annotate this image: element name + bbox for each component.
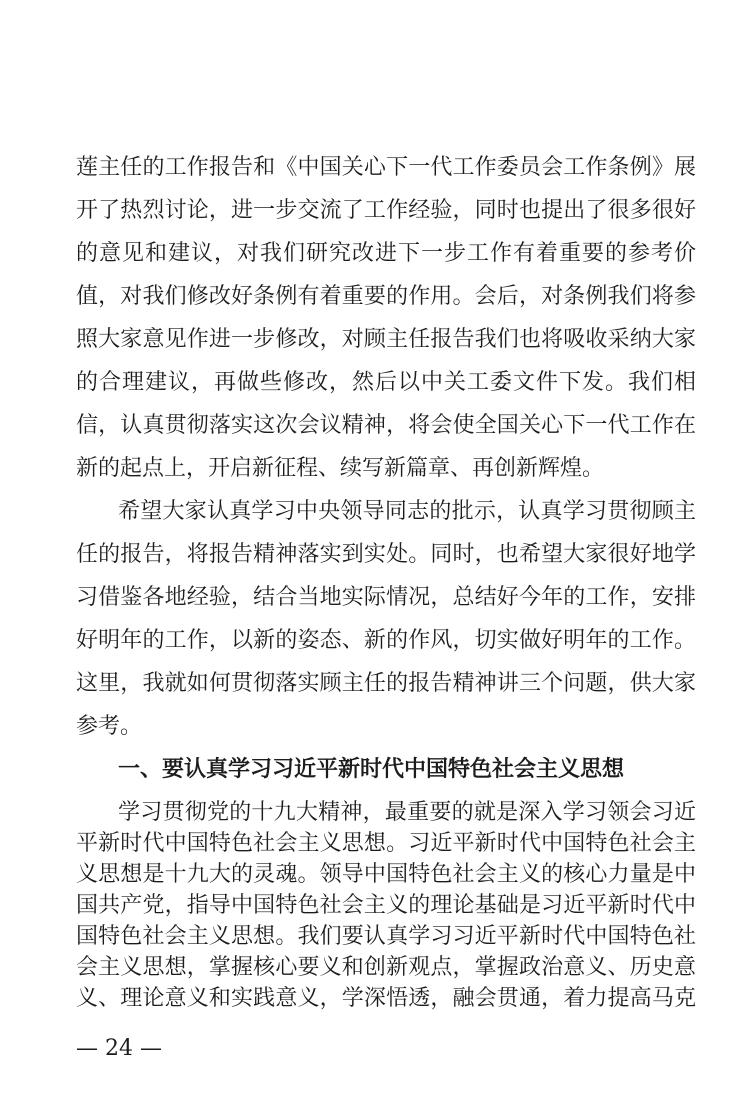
text-line: 任的报告，将报告精神落实到实处。同时，也希望大家很好地学	[76, 542, 696, 567]
text-line: 的意见和建议，对我们研究改进下一步工作有着重要的参考价	[76, 241, 696, 266]
text-line: 的合理建议，再做些修改，然后以中关工委文件下发。我们相	[76, 370, 696, 395]
text-line: 好明年的工作，以新的姿态、新的作风，切实做好明年的工作。	[76, 628, 696, 653]
text-line: 会主义思想，掌握核心要义和创新观点，掌握政治意义、历史意	[76, 955, 696, 980]
text-line: 照大家意见作进一步修改，对顾主任报告我们也将吸收采纳大家	[76, 327, 696, 352]
text-line: 习借鉴各地经验，结合当地实际情况，总结好今年的工作，安排	[76, 585, 696, 610]
text-line: 义思想是十九大的灵魂。领导中国特色社会主义的核心力量是中	[76, 862, 696, 887]
page-number: — 24 —	[76, 1036, 162, 1061]
text-line: 莲主任的工作报告和《中国关心下一代工作委员会工作条例》展	[76, 155, 696, 180]
section-heading: 一、要认真学习习近平新时代中国特色社会主义思想	[118, 757, 625, 782]
text-line: 国共产党，指导中国特色社会主义的理论基础是习近平新时代中	[76, 893, 696, 918]
text-line: 值，对我们修改好条例有着重要的作用。会后，对条例我们将参	[76, 284, 696, 309]
text-line: 义、理论意义和实践意义，学深悟透，融会贯通，着力提高马克	[76, 986, 696, 1011]
text-line: 国特色社会主义思想。我们要认真学习习近平新时代中国特色社	[76, 924, 696, 949]
text-line: 学习贯彻党的十九大精神，最重要的就是深入学习领会习近	[118, 800, 696, 825]
text-line: 这里，我就如何贯彻落实顾主任的报告精神讲三个问题，供大家	[76, 671, 696, 696]
text-line: 希望大家认真学习中央领导同志的批示，认真学习贯彻顾主	[118, 499, 696, 524]
text-line: 新的起点上，开启新征程、续写新篇章、再创新辉煌。	[76, 456, 605, 481]
text-line: 信，认真贯彻落实这次会议精神，将会使全国关心下一代工作在	[76, 413, 696, 438]
text-line: 开了热烈讨论，进一步交流了工作经验，同时也提出了很多很好	[76, 198, 696, 223]
text-line: 平新时代中国特色社会主义思想。习近平新时代中国特色社会主	[76, 831, 696, 856]
text-line: 参考。	[76, 714, 143, 739]
